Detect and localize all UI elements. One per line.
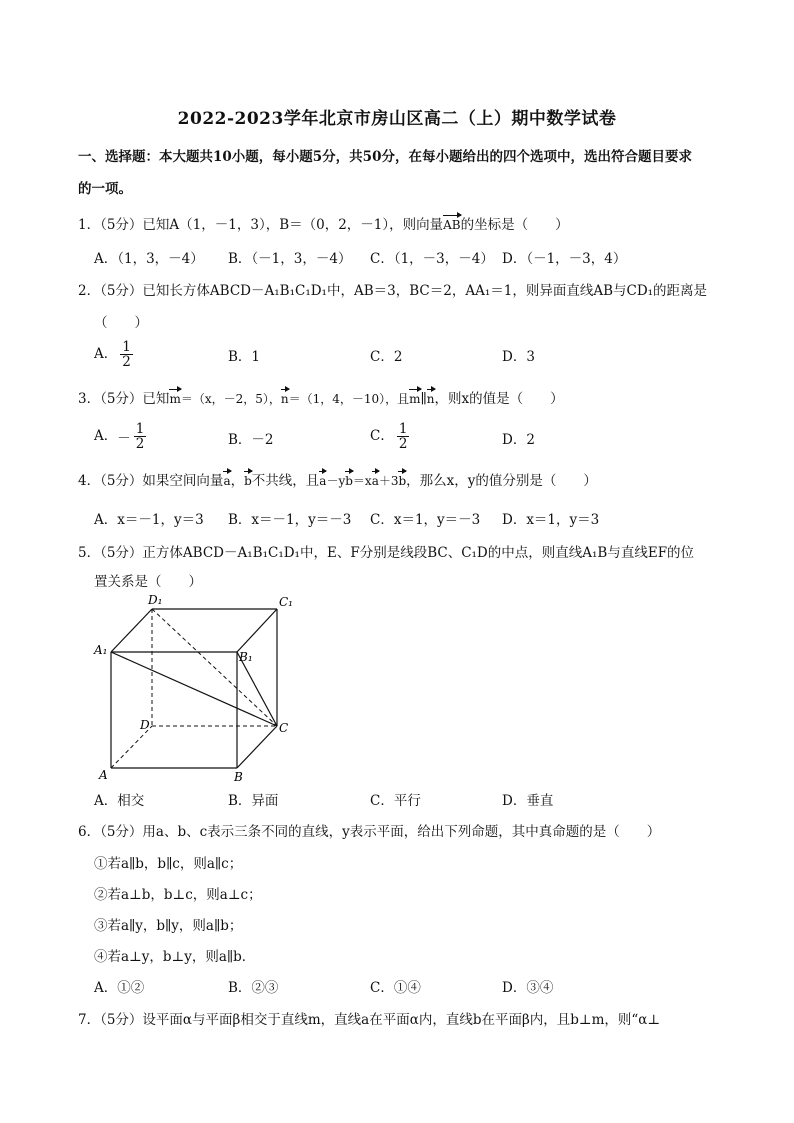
edge-a1-d1 <box>111 609 152 652</box>
q6-proposition-2: ②若a⊥b，b⊥c，则a⊥c； <box>94 887 262 903</box>
question-2-line2: （ ） <box>94 315 148 331</box>
q3-option-d: D．2 <box>502 432 535 448</box>
q3-vector-n2: n <box>427 388 435 406</box>
q4-vector-b2: b <box>345 470 353 488</box>
question-2-line1: 2．（5分）已知长方体ABCD－A₁B₁C₁D₁中，AB＝3，BC＝2，AA₁＝1，则异面直线AB与CD₁的距离是 <box>78 283 708 299</box>
label-d: D <box>140 718 150 732</box>
q6-proposition-3: ③若a∥y，b∥y，则a∥b； <box>94 918 243 934</box>
q2-a-denominator: 2 <box>122 354 131 371</box>
q5-option-d: D．垂直 <box>502 793 554 809</box>
hidden-edge-a-d <box>111 726 152 768</box>
q4-option-c: C．x＝1，y＝－3 <box>370 512 481 528</box>
q3-vector-n: n <box>281 388 289 406</box>
label-d1: D₁ <box>148 593 163 607</box>
q6-option-b: B．②③ <box>228 980 279 996</box>
q3-option-c: C． $\frac{1}{2}$ <box>370 421 408 453</box>
q4-vector-a3: a <box>372 470 379 488</box>
q4-vector-a: a <box>223 470 230 488</box>
label-c: C <box>279 721 289 735</box>
label-c1: C₁ <box>279 595 293 609</box>
question-7-line1: 7．（5分）设平面α与平面β相交于直线m，直线a在平面α内，直线b在平面β内，且b⊥m，则“α⊥ <box>78 1012 661 1028</box>
q4-option-b: B．x＝－1，y＝－3 <box>228 512 352 528</box>
q2-option-c: C．2 <box>370 349 403 365</box>
q1-vector-ab: AB <box>443 214 460 232</box>
q3-c-numerator: 1 <box>398 421 408 437</box>
q6-option-c: C．①④ <box>370 980 421 996</box>
edge-b1-c1 <box>237 609 277 652</box>
q4-vector-a2: a <box>319 470 326 488</box>
question-5-line2: 置关系是（ ） <box>94 574 202 590</box>
label-a1: A₁ <box>94 643 108 657</box>
cube-figure <box>90 592 310 784</box>
q6-proposition-4: ④若a⊥y，b⊥y，则a∥b． <box>94 949 256 965</box>
question-4: 4．（5分）如果空间向量a，b不共线，且a－yb＝xa＋3b，那么x，y的值分别是（ ） <box>78 469 597 489</box>
q2-option-a: A． $\frac{1}{2}$ <box>94 339 131 371</box>
q6-proposition-1: ①若a∥b，b∥c，则a∥c； <box>94 856 243 872</box>
q2-option-d: D．3 <box>502 349 535 365</box>
hidden-diagonal-d1-c <box>152 609 277 726</box>
q6-option-d: D．③④ <box>502 980 554 996</box>
question-6-line1: 6．（5分）用a、b、c表示三条不同的直线，y表示平面，给出下列命题，其中真命题的是（ ） <box>78 824 661 840</box>
q2-option-b: B．1 <box>228 349 261 365</box>
q1-option-a: A．（1，3，－4） <box>94 251 204 267</box>
q4-vector-b: b <box>244 470 252 488</box>
q1-option-b: B．（－1，3，－4） <box>228 251 352 267</box>
q3-option-a: A．－ $\frac{1}{2}$ <box>94 421 145 453</box>
q3-vector-m2: m <box>409 388 420 406</box>
q2-a-numerator: 1 <box>122 339 131 355</box>
page-title: 2022-2023学年北京市房山区高二（上）期中数学试卷 <box>177 109 617 129</box>
edge-b-c <box>237 726 277 768</box>
question-3: 3．（5分）已知m＝（x，－2，5），n＝（1，4，－10），且m∥n，则x的值是（ ） <box>78 387 564 407</box>
q5-option-a: A．相交 <box>94 793 145 809</box>
section-header-line1: 一、选择题：本大题共10小题，每小题5分，共50分，在每小题给出的四个选项中，选出符合题目要求 <box>78 149 692 165</box>
q1-option-d: D．（－1，－3，4） <box>502 251 627 267</box>
q3-vector-m: m <box>169 388 180 406</box>
question-5-line1: 5．（5分）正方体ABCD－A₁B₁C₁D₁中，E、F分别是线段BC、C₁D的中点，则直线A₁B与直线EF的位 <box>78 545 695 561</box>
q5-option-c: C．平行 <box>370 793 421 809</box>
section-header-line2: 的一项。 <box>78 181 132 197</box>
label-b1: B₁ <box>239 650 253 664</box>
q1-option-c: C．（1，－3，－4） <box>370 251 494 267</box>
label-b: B <box>234 770 243 784</box>
q1-text-b: 的坐标是（ ） <box>460 217 569 233</box>
q6-option-a: A．①② <box>94 980 145 996</box>
q4-option-a: A．x＝－1，y＝3 <box>94 512 204 528</box>
q3-a-numerator: 1 <box>135 421 145 437</box>
label-a: A <box>99 768 108 782</box>
q3-a-denominator: 2 <box>135 436 145 453</box>
q4-vector-b3: b <box>398 470 406 488</box>
q1-text-a: 1．（5分）已知A（1，－1，3），B＝（0，2，－1），则向量 <box>78 217 444 233</box>
q3-option-b: B．－2 <box>228 432 274 448</box>
q3-c-denominator: 2 <box>398 436 408 453</box>
q5-option-b: B．异面 <box>228 793 279 809</box>
question-1 <box>78 213 569 233</box>
q4-option-d: D．x＝1，y＝3 <box>502 512 600 528</box>
